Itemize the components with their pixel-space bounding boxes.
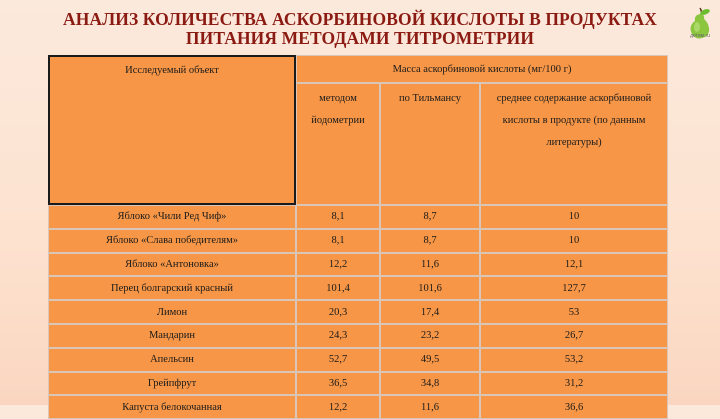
literature-cell: 127,7 [480,276,668,300]
literature-cell: 31,2 [480,372,668,396]
header-mass: Масса аскорбиновой кислоты (мг/100 г) [296,55,668,83]
literature-cell: 10 [480,229,668,253]
literature-cell: 12,1 [480,253,668,277]
tillmans-cell: 8,7 [380,205,480,229]
literature-cell: 53 [480,300,668,324]
product-name-cell: Яблоко «Слава победителям» [48,229,296,253]
header-literature: среднее содержание аскорбиновой кислоты в продукте (по данным литературы) [480,83,668,205]
header-iodometry-line1: методом [319,93,357,104]
iodometry-cell: 101,4 [296,276,380,300]
iodometry-cell: 36,5 [296,372,380,396]
iodometry-cell: 52,7 [296,348,380,372]
title-line-1: АНАЛИЗ КОЛИЧЕСТВА АСКОРБИНОВОЙ КИСЛОТЫ В ПРОДУКТАХ [62,9,658,29]
literature-cell: 10 [480,205,668,229]
tillmans-cell: 23,2 [380,324,480,348]
header-iodometry-line2: йодометрии [311,115,365,126]
tillmans-cell: 8,7 [380,229,480,253]
title-line-2: ПИТАНИЯ МЕТОДАМИ ТИТРОМЕТРИИ [185,28,535,48]
header-object: Исследуемый объект [48,55,296,205]
literature-cell: 53,2 [480,348,668,372]
product-name-cell: Грейпфрут [48,372,296,396]
product-name-cell: Яблоко «Антоновка» [48,253,296,277]
iodometry-cell: 20,3 [296,300,380,324]
tillmans-cell: 34,8 [380,372,480,396]
iodometry-cell: 12,2 [296,253,380,277]
product-name-cell: Лимон [48,300,296,324]
iodometry-cell: 8,1 [296,205,380,229]
tillmans-cell: 11,6 [380,395,480,419]
product-name-cell: Апельсин [48,348,296,372]
product-name-cell: Капуста белокочанная [48,395,296,419]
tillmans-cell: 49,5 [380,348,480,372]
data-table [48,55,668,413]
tillmans-cell: 11,6 [380,253,480,277]
tillmans-cell: 17,4 [380,300,480,324]
product-name-cell: Яблоко «Чили Ред Чиф» [48,205,296,229]
logo-caption: детям.ru [690,33,710,39]
slide-title [40,10,680,48]
header-tillmans: по Тильмансу [380,83,480,205]
literature-cell: 26,7 [480,324,668,348]
product-name-cell: Перец болгарский красный [48,276,296,300]
header-iodometry [296,83,380,205]
iodometry-cell: 24,3 [296,324,380,348]
product-name-cell: Мандарин [48,324,296,348]
iodometry-cell: 12,2 [296,395,380,419]
tillmans-cell: 101,6 [380,276,480,300]
iodometry-cell: 8,1 [296,229,380,253]
literature-cell: 36,6 [480,395,668,419]
